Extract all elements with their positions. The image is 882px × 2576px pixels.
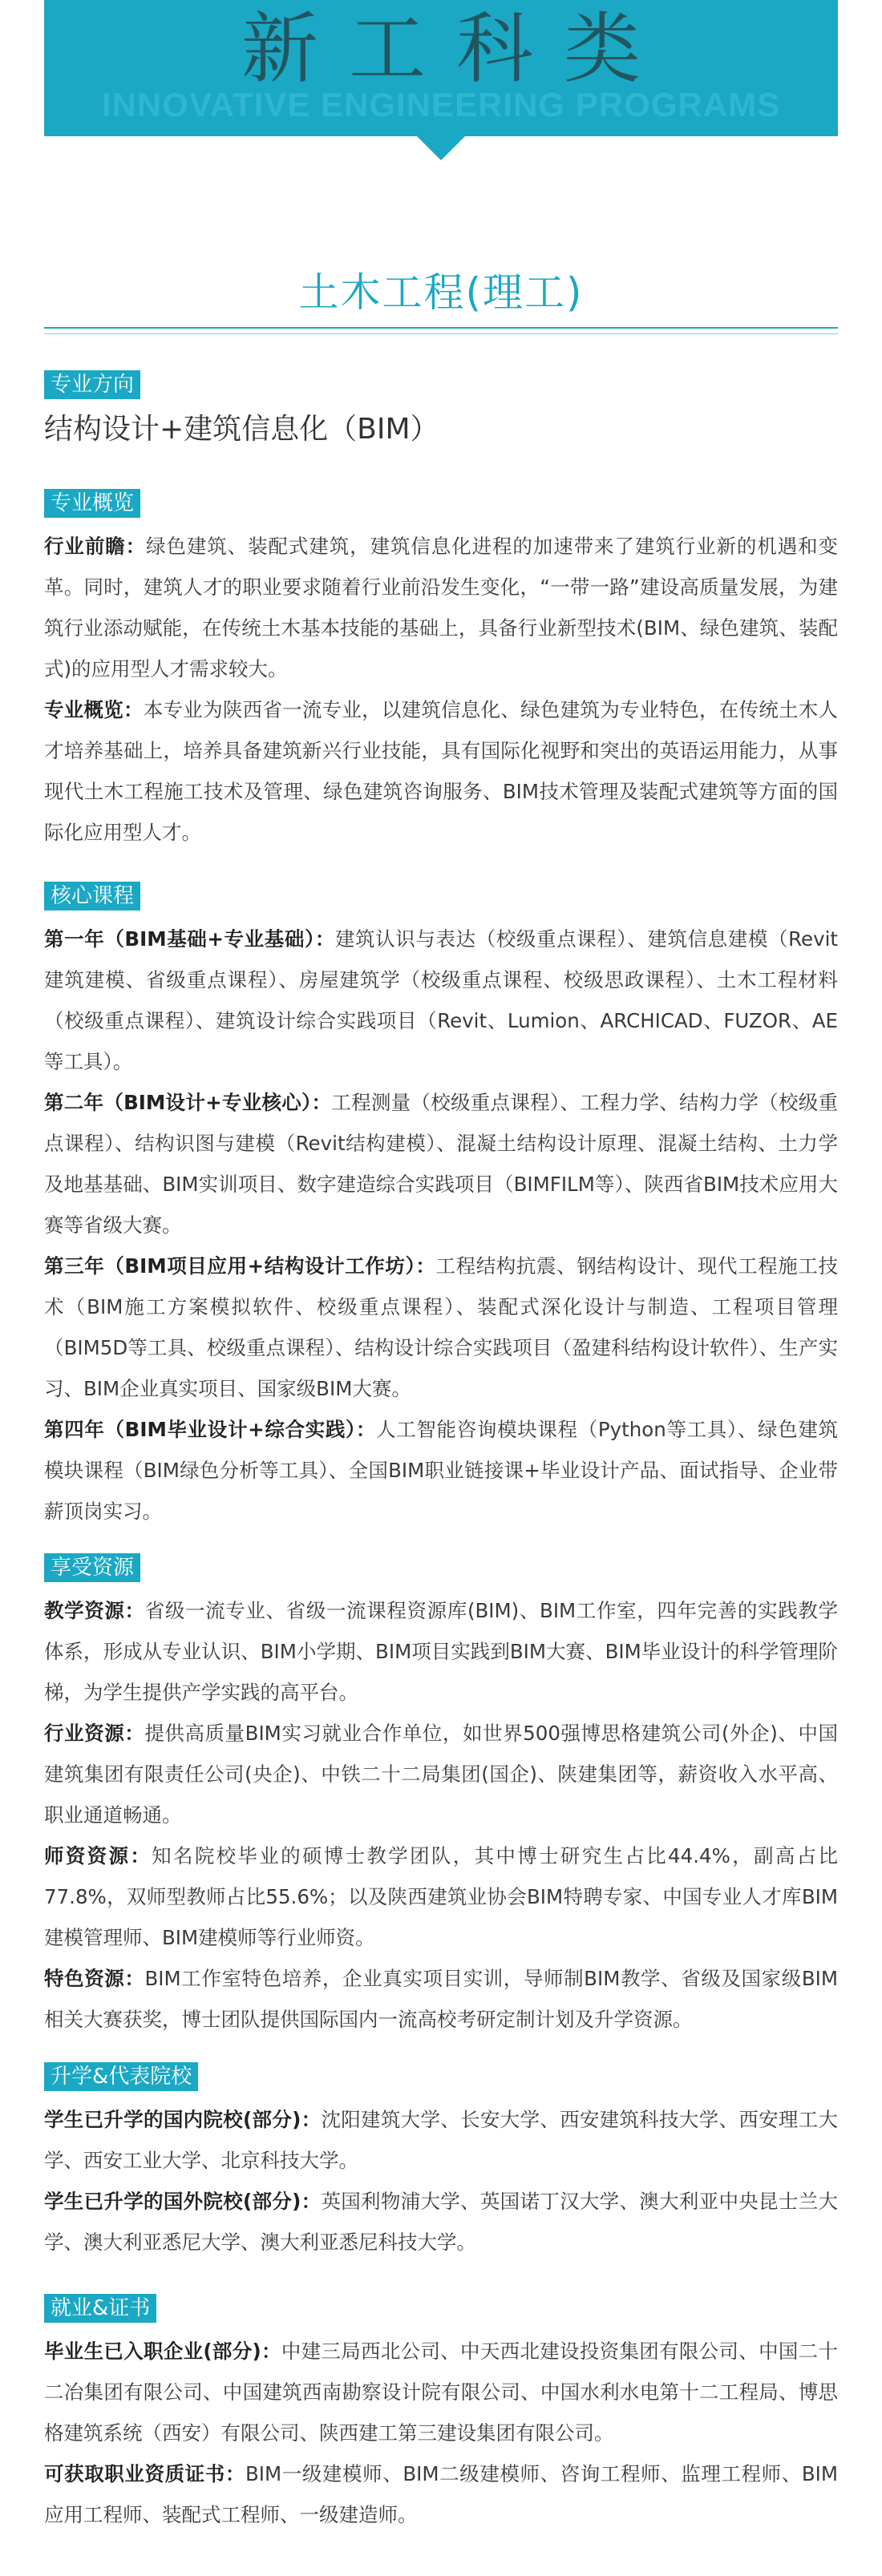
section-tag-resources: 享受资源	[44, 1553, 140, 1582]
course-year-1-label: 第一年（BIM基础+专业基础）：	[44, 927, 335, 951]
banner-title: 新工科类	[241, 4, 671, 94]
career-certificates-text: BIM一级建模师、BIM二级建模师、咨询工程师、监理工程师、BIM应用工程师、装配式工程师、一级建造师。	[44, 2462, 838, 2526]
schools-domestic-text: 沈阳建筑大学、长安大学、西安建筑科技大学、西安理工大学、西安工业大学、北京科技大学。	[44, 2108, 838, 2172]
career-certificates	[44, 2453, 838, 2535]
resource-industry-label: 行业资源：	[44, 1722, 145, 1745]
course-year-2	[44, 1082, 838, 1246]
course-year-2-text: 工程测量（校级重点课程）、工程力学、结构力学（校级重点课程）、结构识图与建模（Revit结构建模）、混凝土结构设计原理、混凝土结构、土力学及地基基础、BIM实训项目、数字建造综合实践项目（BIMFILM等）、陕西省BIM技术应用大赛等省级大赛。	[44, 1091, 838, 1237]
overview-industry-label: 行业前瞻：	[44, 535, 147, 558]
section-overview	[44, 489, 838, 853]
section-resources	[44, 1553, 838, 2040]
section-tag-overview: 专业概览	[44, 489, 140, 518]
overview-industry-text: 绿色建筑、装配式建筑，建筑信息化进程的加速带来了建筑行业新的机遇和变革。同时，建筑人才的职业要求随着行业前沿发生变化，“一带一路”建设高质量发展，为建筑行业添动赋能，在传统土木基本技能的基础上，具备行业新型技术(BIM、绿色建筑、装配式)的应用型人才需求较大。	[44, 535, 839, 680]
course-year-4-text: 人工智能咨询模块课程（Python等工具）、绿色建筑模块课程（BIM绿色分析等工具）、全国BIM职业链接课+毕业设计产品、面试指导、企业带薪顶岗实习。	[44, 1418, 838, 1523]
course-year-1-text: 建筑认识与表达（校级重点课程）、建筑信息建模（Revit建筑建模、省级重点课程）、房屋建筑学（校级重点课程、校级思政课程）、土木工程材料（校级重点课程）、建筑设计综合实践项目（Revit、Lumion、ARCHICAD、FUZOR、AE等工具）。	[44, 927, 838, 1073]
title-divider	[44, 327, 838, 329]
banner-pointer	[417, 136, 465, 160]
resource-faculty-label: 师资资源：	[44, 1844, 152, 1867]
resource-faculty	[44, 1835, 838, 1958]
course-year-2-label: 第二年（BIM设计+专业核心）：	[44, 1091, 332, 1114]
resource-special-text: BIM工作室特色培养，企业真实项目实训，导师制BIM教学、省级及国家级BIM相关大赛获奖，博士团队提供国际国内一流高校考研定制计划及升学资源。	[44, 1967, 838, 2031]
schools-overseas	[44, 2181, 838, 2263]
resource-special	[44, 1958, 838, 2040]
schools-domestic	[44, 2099, 838, 2181]
section-schools	[44, 2062, 838, 2263]
schools-overseas-label: 学生已升学的国外院校(部分)：	[44, 2190, 322, 2213]
schools-domestic-label: 学生已升学的国内院校(部分)：	[44, 2108, 322, 2131]
overview-profile-text: 本专业为陕西省一流专业，以建筑信息化、绿色建筑为专业特色，在传统土木人才培养基础上，培养具备建筑新兴行业技能，具有国际化视野和突出的英语运用能力，从事现代土木工程施工技术及管理、绿色建筑咨询服务、BIM技术管理及装配式建筑等方面的国际化应用型人才。	[44, 698, 839, 844]
direction-text: 结构设计+建筑信息化（BIM）	[44, 413, 439, 446]
career-certificates-label: 可获取职业资质证书：	[44, 2462, 245, 2485]
section-tag-career: 就业&证书	[44, 2294, 156, 2323]
course-year-4	[44, 1409, 838, 1532]
section-tag-schools: 升学&代表院校	[44, 2062, 198, 2091]
resource-industry	[44, 1713, 838, 1835]
course-year-3-text: 工程结构抗震、钢结构设计、现代工程施工技术（BIM施工方案模拟软件、校级重点课程）、装配式深化设计与制造、工程项目管理（BIM5D等工具、校级重点课程）、结构设计综合实践项目（盈建科结构设计软件）、生产实习、BIM企业真实项目、国家级BIM大赛。	[44, 1254, 839, 1400]
course-year-3	[44, 1246, 838, 1409]
resource-special-label: 特色资源：	[44, 1967, 145, 1990]
resource-teaching-label: 教学资源：	[44, 1599, 145, 1622]
resource-industry-text: 提供高质量BIM实习就业合作单位，如世界500强博思格建筑公司(外企)、中国建筑集团有限责任公司(央企)、中铁二十二局集团(国企)、陕建集团等，薪资收入水平高、职业通道畅通。	[44, 1722, 838, 1827]
career-employers-label: 毕业生已入职企业(部分)：	[44, 2340, 281, 2363]
header-banner	[44, 0, 838, 136]
section-direction	[44, 370, 838, 452]
resource-teaching-text: 省级一流专业、省级一流课程资源库(BIM)、BIM工作室，四年完善的实践教学体系，形成从专业认识、BIM小学期、BIM项目实践到BIM大赛、BIM毕业设计的科学管理阶梯，为学生提供产学实践的高平台。	[44, 1599, 838, 1704]
course-year-1	[44, 919, 838, 1082]
course-year-3-label: 第三年（BIM项目应用+结构设计工作坊）：	[44, 1254, 436, 1278]
section-tag-direction: 专业方向	[44, 370, 140, 399]
career-employers-text: 中建三局西北公司、中天西北建设投资集团有限公司、中国二十二冶集团有限公司、中国建筑西南勘察设计院有限公司、中国水利水电第十二工程局、博思格建筑系统（西安）有限公司、陕西建工第三建设集团有限公司。	[44, 2340, 838, 2445]
career-employers	[44, 2331, 838, 2453]
section-career	[44, 2294, 838, 2535]
overview-profile	[44, 689, 838, 853]
section-courses	[44, 882, 838, 1532]
section-tag-courses: 核心课程	[44, 882, 140, 910]
banner-subtitle: INNOVATIVE ENGINEERING PROGRAMS	[101, 86, 781, 123]
overview-industry	[44, 526, 838, 689]
program-title: 土木工程(理工)	[298, 269, 584, 316]
schools-overseas-text: 英国利物浦大学、英国诺丁汉大学、澳大利亚中央昆士兰大学、澳大利亚悉尼大学、澳大利亚悉尼科技大学。	[44, 2190, 838, 2254]
resource-faculty-text: 知名院校毕业的硕博士教学团队，其中博士研究生占比44.4%，副高占比77.8%，双师型教师占比55.6%；以及陕西建筑业协会BIM特聘专家、中国专业人才库BIM建模管理师、BIM建模师等行业师资。	[44, 1844, 839, 1949]
course-year-4-label: 第四年（BIM毕业设计+综合实践）：	[44, 1418, 377, 1441]
overview-profile-label: 专业概览：	[44, 698, 144, 721]
title-divider-thin	[44, 333, 838, 334]
resource-teaching	[44, 1590, 838, 1713]
